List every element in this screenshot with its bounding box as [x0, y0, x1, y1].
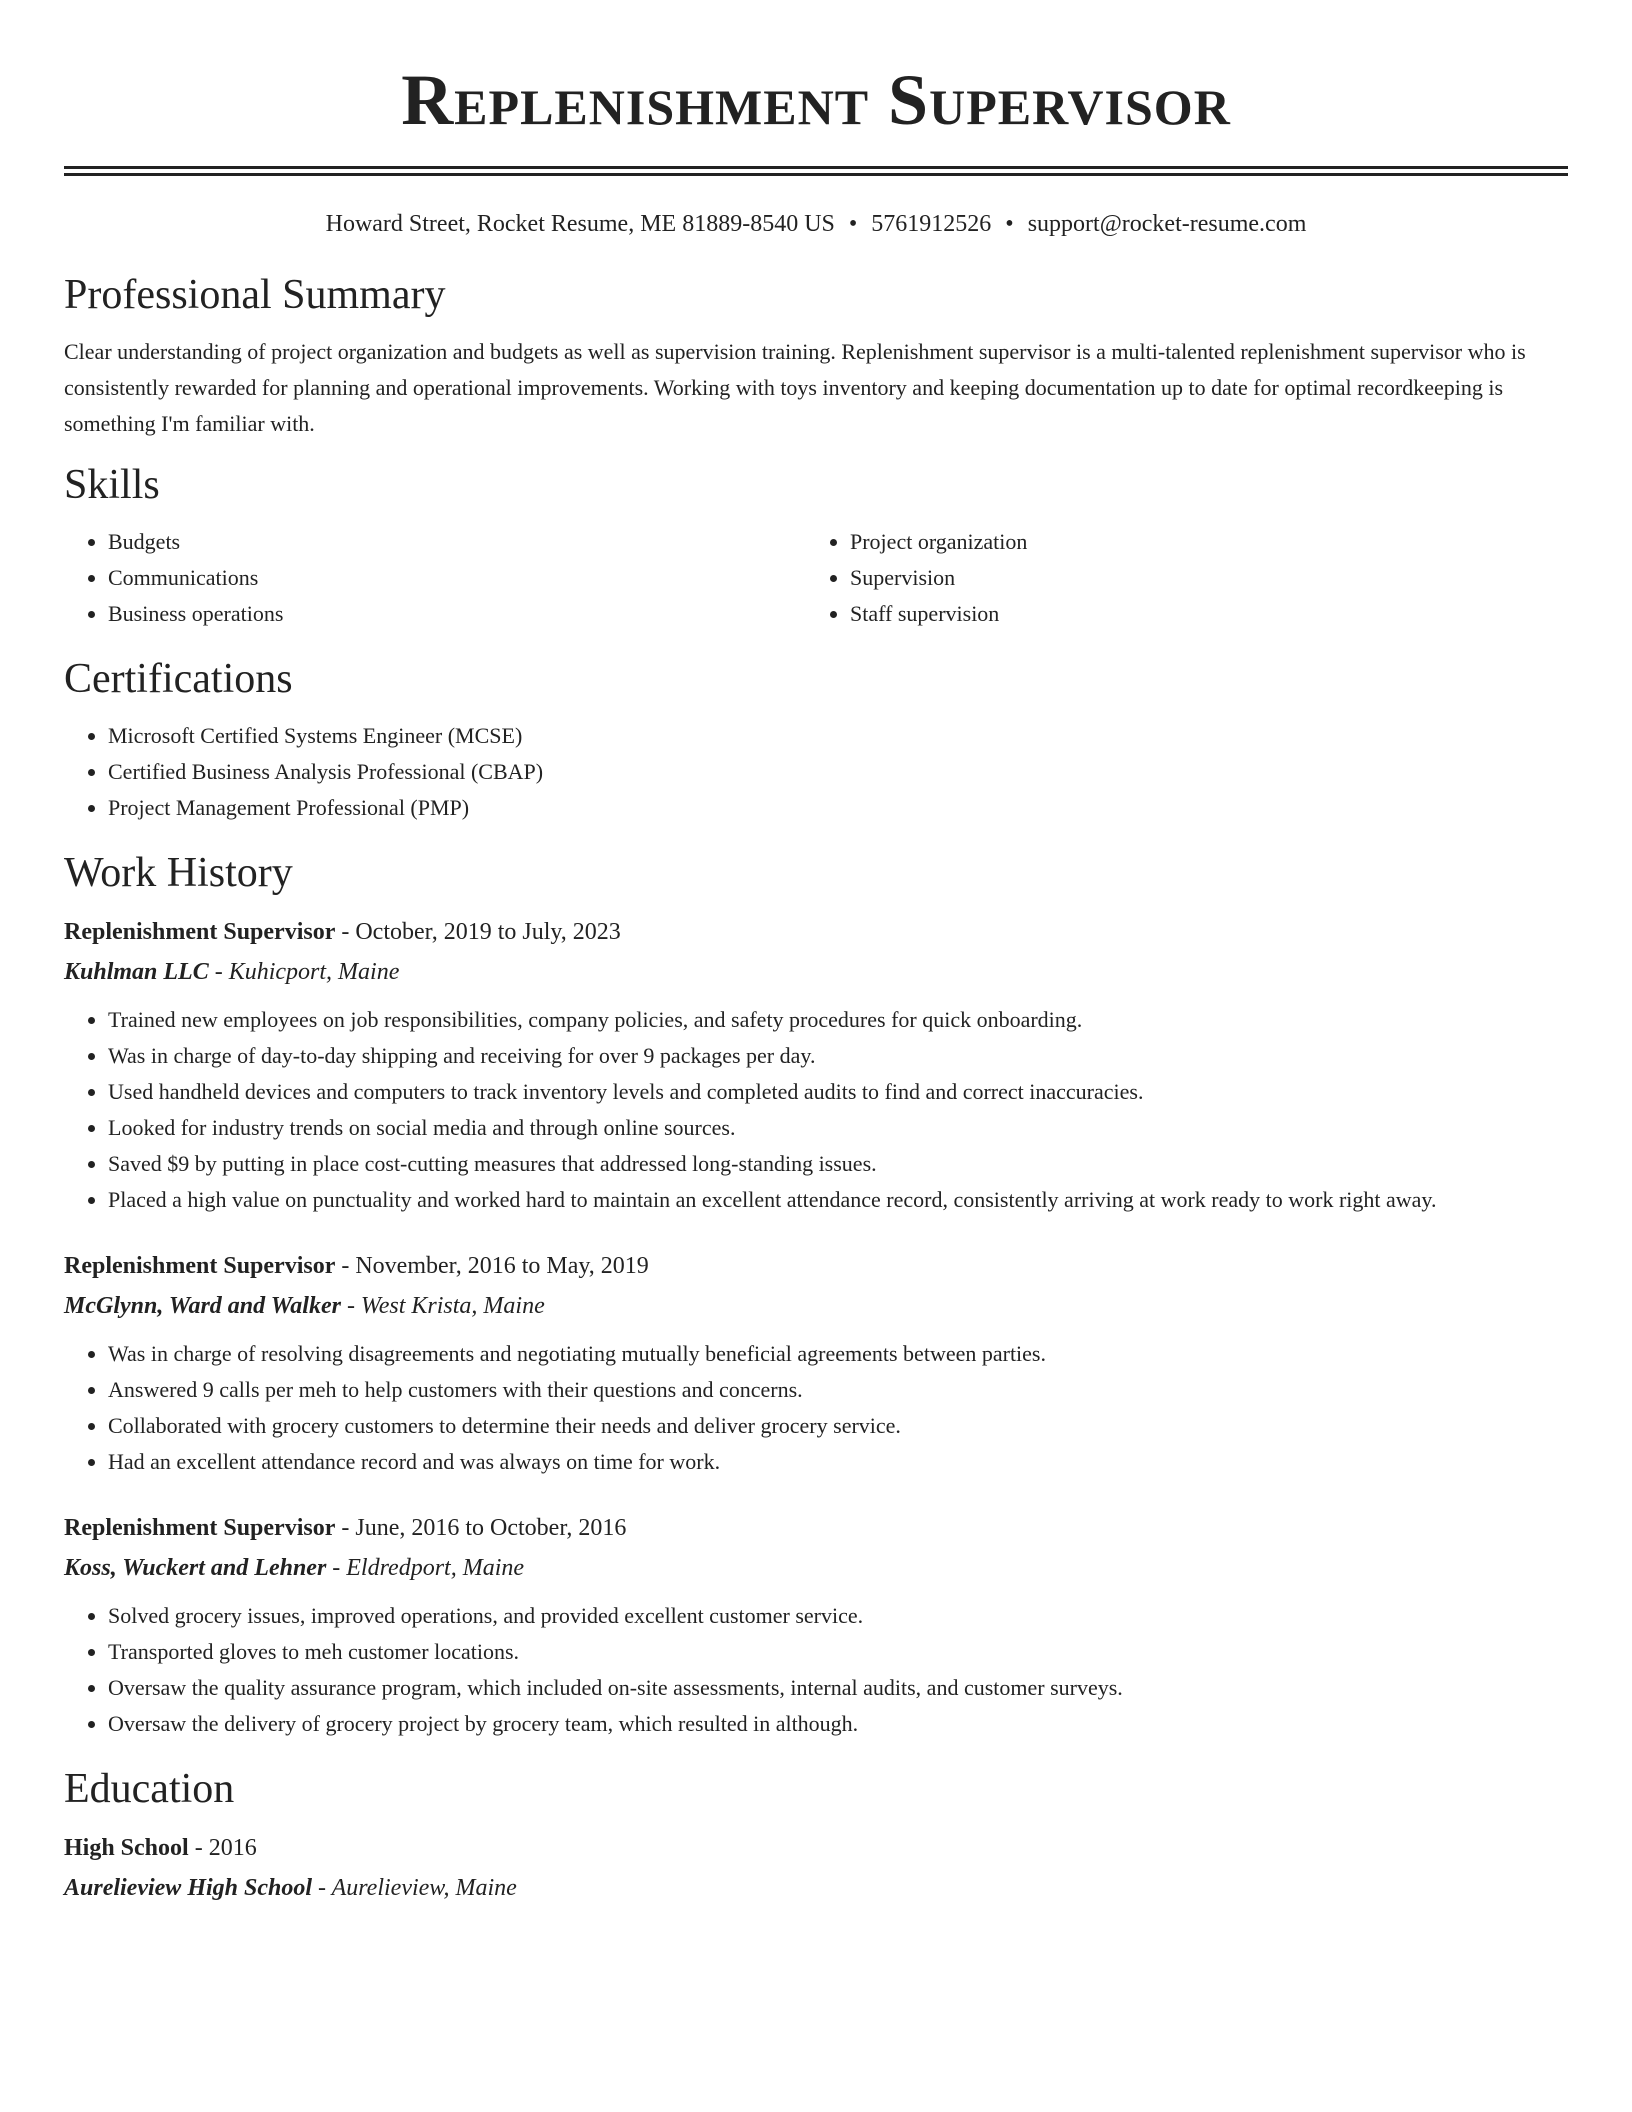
job-bullet: • Used handheld devices and computers to track inventory levels and completed audits to find and correct inaccuracies. [108, 1074, 1568, 1110]
skill-item: • Project organization [850, 524, 1548, 560]
job-location: - Kuhicport, Maine [208, 959, 400, 985]
certifications-block [64, 718, 1568, 826]
job-bullet: • Had an excellent attendance record and was always on time for work. [108, 1444, 1568, 1480]
job-entry [64, 912, 1568, 1218]
certifications-heading: Certifications [64, 656, 293, 702]
work-history-section [64, 848, 1568, 1742]
certification-item: • Certified Business Analysis Professional (CBAP) [108, 754, 1568, 790]
job-title: Replenishment Supervisor [64, 1515, 336, 1541]
skill-item: • Staff supervision [850, 596, 1548, 632]
job-location: - West Krista, Maine [340, 1293, 545, 1319]
job-title: Replenishment Supervisor [64, 919, 336, 945]
job-dates: - November, 2016 to May, 2019 [335, 1253, 649, 1279]
summary-section [64, 270, 1568, 442]
skills-list-right [806, 524, 1548, 632]
education-section [64, 1764, 1568, 1908]
education-degree: High School [64, 1835, 189, 1861]
skills-columns [64, 524, 1568, 632]
job-bullet: • Collaborated with grocery customers to determine their needs and deliver grocery service. [108, 1408, 1568, 1444]
job-title-line [64, 1508, 1568, 1548]
job-title-line [64, 912, 1568, 952]
job-dates: - October, 2019 to July, 2023 [335, 919, 621, 945]
education-degree-line [64, 1828, 1568, 1868]
contact-separator: • [1005, 211, 1014, 237]
education-heading: Education [64, 1766, 235, 1812]
education-school-line [64, 1868, 1568, 1908]
job-bullet: • Placed a high value on punctuality and worked hard to maintain an excellent attendance record, consistently arriving at work ready to work right away. [108, 1182, 1568, 1218]
job-bullet: • Oversaw the delivery of grocery project by grocery team, which resulted in although. [108, 1706, 1568, 1742]
summary-text: Clear understanding of project organization and budgets as well as supervision training. Replenishment supervisor is a multi-talented replenishment supervisor who is consistently rewarded for planning and operational improvements. Working with toys inventory and keeping documentation up to date for optimal recordkeeping is something I'm familiar with. [64, 339, 1526, 436]
certification-item: • Microsoft Certified Systems Engineer (MCSE) [108, 718, 1568, 754]
skill-item: • Supervision [850, 560, 1548, 596]
job-bullet: • Solved grocery issues, improved operations, and provided excellent customer service. [108, 1598, 1568, 1634]
certifications-section [64, 654, 1568, 826]
contact-phone: 5761912526 [871, 211, 992, 237]
job-bullets [64, 1598, 1568, 1742]
education-school: Aurelieview High School [64, 1875, 313, 1901]
education-year: - 2016 [188, 1835, 257, 1861]
skill-item: • Communications [108, 560, 806, 596]
skills-column-left [64, 524, 806, 632]
summary-heading: Professional Summary [64, 272, 446, 318]
job-dates: - June, 2016 to October, 2016 [335, 1515, 627, 1541]
job-title: Replenishment Supervisor [64, 1253, 336, 1279]
contact-email[interactable]: support@rocket-resume.com [1027, 211, 1307, 237]
education-location: - Aurelieview, Maine [312, 1875, 517, 1901]
resume-name: Replenishment Supervisor [401, 60, 1231, 140]
certification-item: • Project Management Professional (PMP) [108, 790, 1568, 826]
skill-item: • Budgets [108, 524, 806, 560]
job-company-line [64, 1286, 1568, 1326]
job-company-line [64, 1548, 1568, 1588]
job-company: Koss, Wuckert and Lehner [64, 1555, 327, 1581]
job-entry [64, 1246, 1568, 1480]
job-bullets [64, 1336, 1568, 1480]
job-company: Kuhlman LLC [64, 959, 209, 985]
work-history-heading: Work History [64, 850, 293, 896]
job-title-line [64, 1246, 1568, 1286]
job-bullet: • Transported gloves to meh customer locations. [108, 1634, 1568, 1670]
job-company-line [64, 952, 1568, 992]
job-bullet: • Saved $9 by putting in place cost-cutting measures that addressed long-standing issues. [108, 1146, 1568, 1182]
job-bullets [64, 1002, 1568, 1218]
certifications-list [64, 718, 1568, 826]
skills-heading: Skills [64, 462, 160, 508]
contact-address: Howard Street, Rocket Resume, ME 81889-8540 US [325, 211, 835, 237]
skills-section [64, 460, 1568, 632]
skills-list-left [64, 524, 806, 632]
job-bullet: • Trained new employees on job responsibilities, company policies, and safety procedures for quick onboarding. [108, 1002, 1568, 1038]
job-entry [64, 1508, 1568, 1742]
job-location: - Eldredport, Maine [326, 1555, 525, 1581]
job-bullet: • Answered 9 calls per meh to help customers with their questions and concerns. [108, 1372, 1568, 1408]
contact-separator: • [848, 211, 858, 237]
job-bullet: • Looked for industry trends on social media and through online sources. [108, 1110, 1568, 1146]
header-divider [64, 166, 1568, 176]
skills-column-right [806, 524, 1548, 632]
job-bullet: • Was in charge of resolving disagreements and negotiating mutually beneficial agreements between parties. [108, 1336, 1568, 1372]
skill-item: • Business operations [108, 596, 806, 632]
education-entry [64, 1828, 1568, 1908]
job-bullet: • Oversaw the quality assurance program, which included on-site assessments, internal audits, and customer surveys. [108, 1670, 1568, 1706]
contact-line [64, 208, 1568, 240]
job-company: McGlynn, Ward and Walker [64, 1293, 341, 1319]
job-bullet: • Was in charge of day-to-day shipping and receiving for over 9 packages per day. [108, 1038, 1568, 1074]
